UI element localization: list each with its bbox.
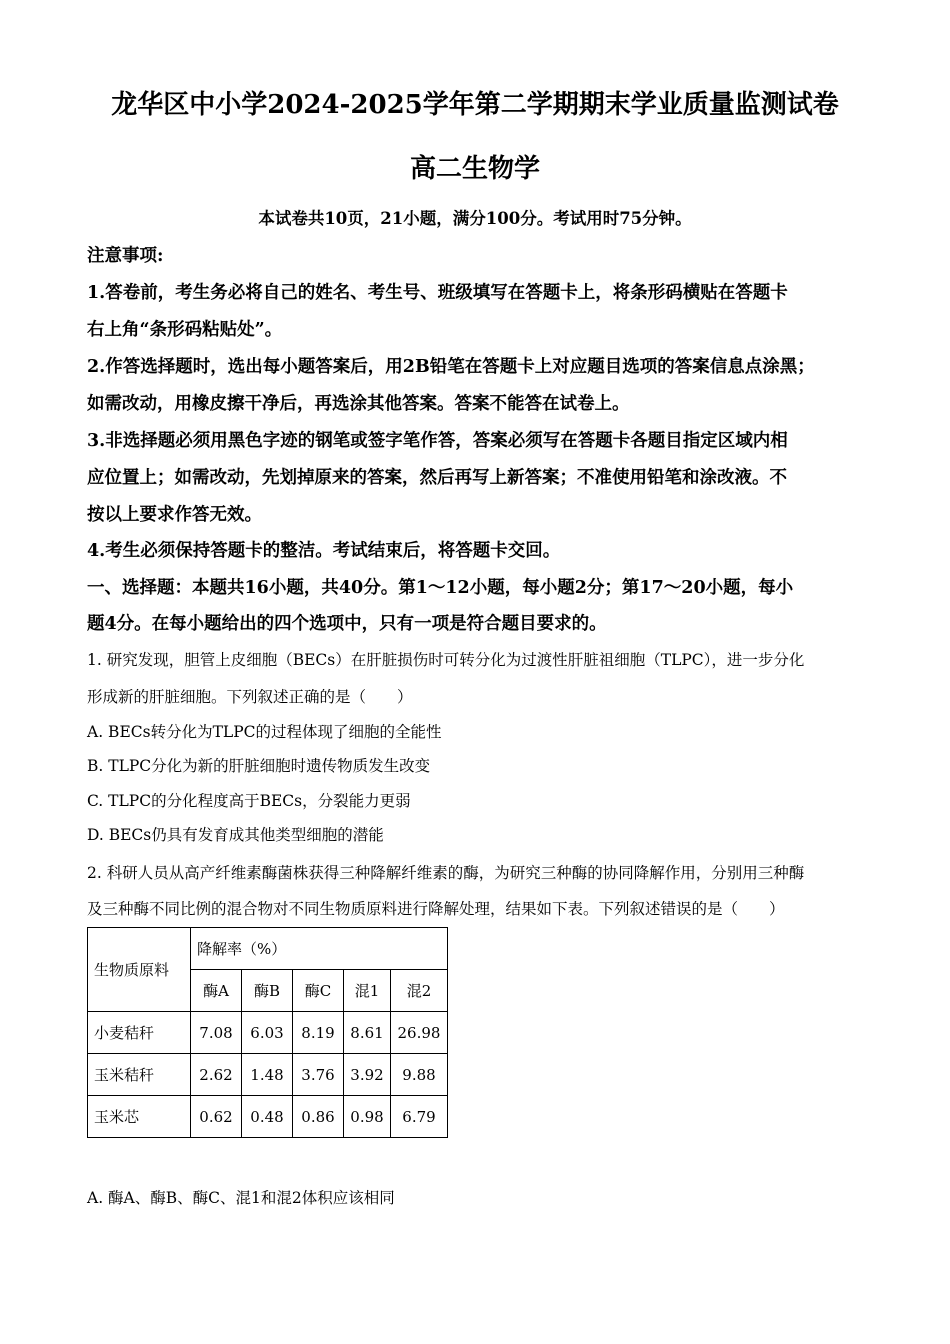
question-2-stem: 2. 科研人员从高产纤维素酶菌株获得三种降解纤维素的酶，为研究三种酶的协同降解作用，分别用三种酶: [87, 864, 805, 882]
notice-line: 2.作答选择题时，选出每小题答案后，用2B铅笔在答题卡上对应题目选项的答案信息点涂黑；: [87, 357, 815, 377]
table-cell: 8.19: [293, 1012, 344, 1054]
table-cell: 2.62: [191, 1054, 242, 1096]
table-cell: 6.79: [391, 1096, 448, 1138]
table-cell: 7.08: [191, 1012, 242, 1054]
question-2-stem: 及三种酶不同比例的混合物对不同生物质原料进行降解处理，结果如下表。下列叙述错误的是（ ）: [87, 900, 785, 918]
column-header: 混1: [344, 970, 391, 1012]
table-cell: 0.48: [242, 1096, 293, 1138]
table-row: [88, 1012, 448, 1054]
question-1-option-d: D. BECs仍具有发育成其他类型细胞的潜能: [87, 826, 384, 844]
question-1-option-a: A. BECs转分化为TLPC的过程体现了细胞的全能性: [87, 723, 442, 741]
table-cell: 0.98: [344, 1096, 391, 1138]
question-1-option-b: B. TLPC分化为新的肝脏细胞时遗传物质发生改变: [87, 757, 431, 775]
table-cell: 3.92: [344, 1054, 391, 1096]
question-1-stem: 形成新的肝脏细胞。下列叙述正确的是（ ）: [87, 688, 413, 706]
column-header: 酶B: [242, 970, 293, 1012]
table-cell: 0.86: [293, 1096, 344, 1138]
table-group-header: 降解率（%）: [191, 928, 448, 970]
table-cell: 9.88: [391, 1054, 448, 1096]
table-row-header: 生物质原料: [88, 928, 191, 1012]
notice-heading: 注意事项:: [87, 246, 164, 266]
column-header: 混2: [391, 970, 448, 1012]
row-name: 玉米秸秆: [88, 1054, 191, 1096]
table-cell: 0.62: [191, 1096, 242, 1138]
notice-line: 应位置上；如需改动，先划掉原来的答案，然后再写上新答案；不准使用铅笔和涂改液。不: [87, 468, 787, 488]
section-heading: 一、选择题：本题共16小题，共40分。第1～12小题，每小题2分；第17～20小题，每小: [87, 578, 794, 598]
exam-subject: 高二生物学: [409, 154, 540, 184]
question-1-stem: 1. 研究发现，胆管上皮细胞（BECs）在肝脏损伤时可转分化为过渡性肝脏祖细胞（TLPC），进一步分化: [87, 651, 805, 669]
row-name: 小麦秸秆: [88, 1012, 191, 1054]
column-header: 酶A: [191, 970, 242, 1012]
notice-line: 如需改动，用橡皮擦干净后，再选涂其他答案。答案不能答在试卷上。: [87, 394, 630, 414]
table-cell: 1.48: [242, 1054, 293, 1096]
table-cell: 6.03: [242, 1012, 293, 1054]
table-row: [88, 1096, 448, 1138]
table-row: [88, 1054, 448, 1096]
row-name: 玉米芯: [88, 1096, 191, 1138]
exam-title: 龙华区中小学2024-2025学年第二学期期末学业质量监测试卷: [111, 90, 839, 120]
notice-line: 右上角“条形码粘贴处”。: [87, 320, 283, 340]
notice-line: 4.考生必须保持答题卡的整洁。考试结束后，将答题卡交回。: [87, 541, 561, 561]
notice-line: 1.答卷前，考生务必将自己的姓名、考生号、班级填写在答题卡上，将条形码横贴在答题卡: [87, 283, 788, 303]
notice-line: 按以上要求作答无效。: [87, 505, 262, 525]
notice-line: 3.非选择题必须用黑色字迹的钢笔或签字笔作答，答案必须写在答题卡各题目指定区域内相: [87, 431, 788, 451]
question-1-option-c: C. TLPC的分化程度高于BECs，分裂能力更弱: [87, 792, 411, 810]
question-2-option-a: A. 酶A、酶B、酶C、混1和混2体积应该相同: [87, 1189, 395, 1207]
table-cell: 8.61: [344, 1012, 391, 1054]
table-cell: 3.76: [293, 1054, 344, 1096]
table-cell: 26.98: [391, 1012, 448, 1054]
exam-info: 本试卷共10页，21小题，满分100分。考试用时75分钟。: [258, 209, 692, 228]
section-heading: 题4分。在每小题给出的四个选项中，只有一项是符合题目要求的。: [87, 614, 607, 634]
degradation-table: [87, 927, 448, 1138]
column-header: 酶C: [293, 970, 344, 1012]
